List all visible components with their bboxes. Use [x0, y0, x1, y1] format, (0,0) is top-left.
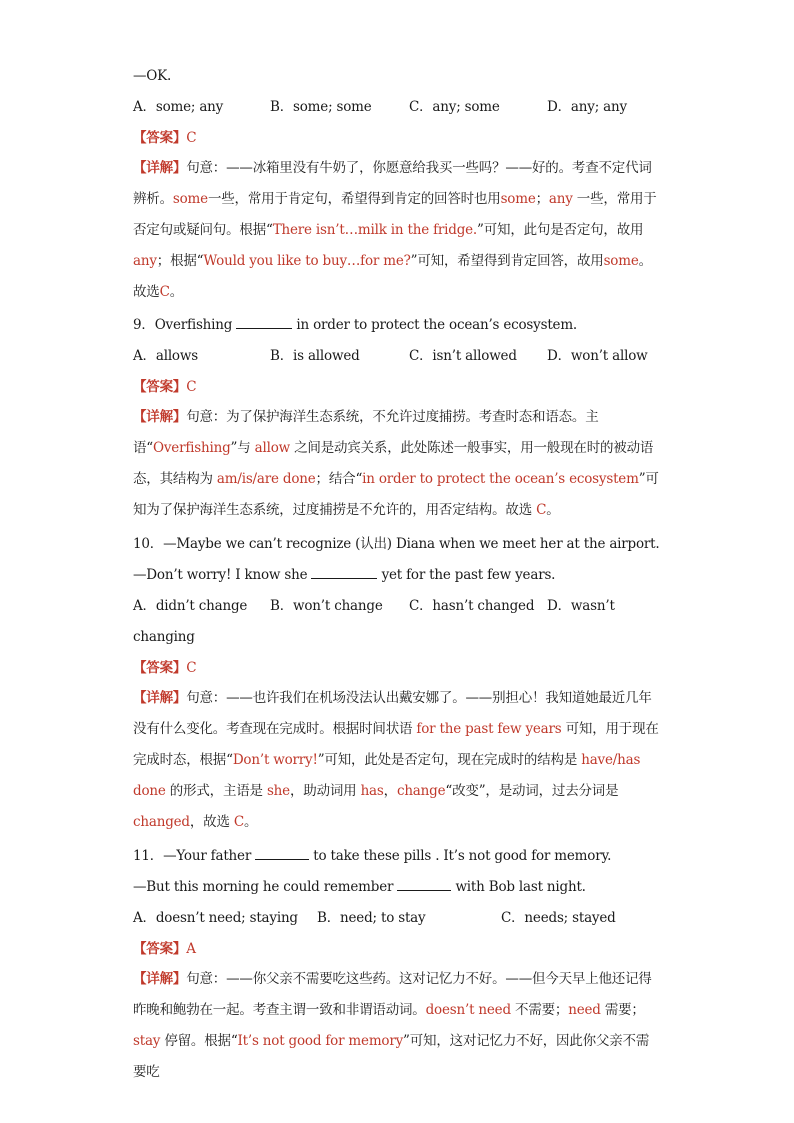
highlighted-term: allow [254, 440, 291, 456]
explanation-text: ”可知为了保护海洋生态系统，过度捕捞是不允许的，用否定结构。故选 [133, 471, 659, 518]
q8-explanation: 【详解】句意：——冰箱里没有牛奶了，你愿意给我买一些吗？——好的。考查不定代词辨析。some一些，常用于肯定句，希望得到肯定的回答时也用some；any 一些，常用于否定句或疑问句。根据“There isn’t…milk in the fridge.”可知，此句是否定句，故用any；根据“Would you like to buy…for me?”可知，希望得到肯定回答，故用some。故选C。 [133, 160, 657, 300]
q8-answer: 【答案】C [133, 130, 197, 146]
explanation-text: ”可知，此句是否定句，故用 [477, 222, 644, 238]
q11-option-b: B．need; to stay [317, 910, 426, 926]
highlighted-term: C [233, 814, 245, 830]
answer-blank [311, 565, 377, 579]
q10-answer: 【答案】C [133, 660, 197, 676]
q11-explanation: 【详解】句意：——你父亲不需要吃这些药。这对记忆力不好。——但今天早上他还记得昨晚和鲍勃在一起。考查主谓一致和非谓语动词。doesn’t need 不需要；need 需要；stay 停留。根据“It’s not good for memory”可知，这对记忆力不好，因此你父亲不需要吃 [133, 971, 652, 1080]
highlighted-term: she [266, 783, 290, 799]
explanation-text: ； [535, 191, 549, 207]
q10-option-d: D．wasn’t [547, 598, 615, 614]
explanation-text: ”与 [230, 440, 255, 456]
explanation-text: ， [383, 783, 397, 799]
answer-blank [397, 877, 451, 891]
explanation-text: 。 [169, 284, 184, 300]
explanation-text: 一些，常用于否定句或疑问句。根据“ [133, 191, 657, 238]
explanation-text: 停留。根据“ [160, 1033, 238, 1049]
highlighted-term: for the past few years [416, 721, 562, 737]
highlighted-term: any [548, 191, 573, 207]
q10-explanation: 【详解】句意：——也许我们在机场没法认出戴安娜了。——别担心！我知道她最近几年没有什么变化。考查现在完成时。根据时间状语 for the past few years 可知，用于现在完成时态，根据“Don’t worry!”可知，此处是否定句，现在完成时的结构是 have/has done 的形式，主语是 she，助动词用 has，change“改变”，是动词，过去分词是 changed，故选 C。 [133, 690, 659, 830]
explanation-text: 。 [546, 502, 560, 518]
q9-option-d: D．won’t allow [547, 348, 648, 364]
explanation-text: ”可知，此处是否定句，现在完成时的结构是 [317, 752, 582, 768]
q11-stem-line2: —But this morning he could remember with Bob last night. [133, 879, 586, 895]
q8-dialogue-tail: —OK. [133, 68, 172, 84]
q9-option-b: B．is allowed [270, 348, 360, 364]
explanation-text: 不需要； [510, 1002, 569, 1018]
q9-option-a: A．allows [133, 348, 198, 364]
explanation-text: ”可知，希望得到肯定回答，故用 [410, 253, 604, 269]
highlighted-term: doesn’t need [425, 1002, 511, 1018]
highlighted-term: am/is/are done [216, 471, 316, 487]
explanation-text: 句意：——你父亲不需要吃这些药。这对记忆力不好。——但今天早上他还记得昨晚和鲍勃在一起。考查主谓一致和非谓语动词。 [133, 971, 652, 1018]
q10-option-c: C．hasn’t changed [409, 598, 535, 614]
q9-option-c: C．isn’t allowed [409, 348, 517, 364]
explanation-text: ，故选 [189, 814, 234, 830]
explanation-text: 之间是动宾关系，此处陈述一般事实，用一般现在时的被动语态，其结构为 [133, 440, 654, 487]
answer-blank [255, 846, 309, 860]
explanation-text: ”可知，这对记忆力不好，因此你父亲不需要吃 [133, 1033, 650, 1080]
explanation-text: ；根据“ [156, 253, 204, 269]
highlighted-term: There isn’t…milk in the fridge. [272, 222, 478, 238]
q11-option-a: A．doesn’t need; staying [133, 910, 298, 926]
q9-answer: 【答案】C [133, 379, 197, 395]
highlighted-term: stay [133, 1033, 161, 1049]
q8-option-b: B．some; some [270, 99, 372, 115]
explanation-text: “改变”，是动词，过去分词是 [445, 783, 619, 799]
q10-stem-line2: —Don’t worry! I know she yet for the past few years. [133, 567, 556, 583]
highlighted-term: changed [133, 814, 190, 830]
highlighted-term: has [360, 783, 384, 799]
explanation-text: 需要； [600, 1002, 645, 1018]
highlighted-term: some [603, 253, 639, 269]
highlighted-term: need [568, 1002, 601, 1018]
highlighted-term: some [172, 191, 208, 207]
explanation-text: 。 [244, 814, 258, 830]
highlighted-term: any [133, 253, 157, 269]
q9-explanation: 【详解】句意：为了保护海洋生态系统，不允许过度捕捞。考查时态和语态。主语“Overfishing”与 allow 之间是动宾关系，此处陈述一般事实，用一般现在时的被动语态，其结构为 am/is/are done；结合“in order to protect the ocean’s ecosystem”可知为了保护海洋生态系统，过度捕捞是不允许的，用否定结构。故选 C。 [133, 409, 659, 518]
explanation-text: 。故选 [133, 253, 652, 300]
explanation-text: 一些，常用于肯定句，希望得到肯定的回答时也用 [207, 191, 501, 207]
q11-option-c: C．needs; stayed [501, 910, 616, 926]
explanation-text: 句意：为了保护海洋生态系统，不允许过度捕捞。考查时态和语态。主语“ [133, 409, 599, 456]
highlighted-term: Overfishing [153, 440, 231, 456]
q8-option-c: C．any; some [409, 99, 500, 115]
q10-stem-line1: 10．—Maybe we can’t recognize (认出) Diana when we meet her at the airport. [133, 536, 660, 552]
explanation-text: 句意：——也许我们在机场没法认出戴安娜了。——别担心！我知道她最近几年没有什么变化。考查现在完成时。根据时间状语 [133, 690, 652, 737]
highlighted-term: some [500, 191, 536, 207]
answer-blank [236, 315, 292, 329]
highlighted-term: change [396, 783, 446, 799]
highlighted-term: It’s not good for memory [237, 1033, 404, 1049]
q8-option-a: A．some; any [133, 99, 224, 115]
explanation-text: 的形式，主语是 [165, 783, 267, 799]
highlighted-term: have/has done [133, 752, 641, 799]
q11-stem-line1: 11．—Your father to take these pills . It’s not good for memory. [133, 848, 612, 864]
q11-answer: 【答案】A [133, 941, 196, 957]
highlighted-term: Don’t worry! [232, 752, 318, 768]
q10-option-a: A．didn’t change [133, 598, 248, 614]
highlighted-term: Would you like to buy…for me? [203, 253, 411, 269]
q10-option-d-wrap: changing [133, 629, 195, 645]
explanation-text: 可知，用于现在完成时态，根据“ [133, 721, 659, 768]
highlighted-term: in order to protect the ocean’s ecosystem [362, 471, 639, 487]
explanation-text: ；结合“ [315, 471, 363, 487]
q10-option-b: B．won’t change [270, 598, 383, 614]
highlighted-term: C [536, 502, 547, 518]
q8-option-d: D．any; any [547, 99, 627, 115]
explanation-text: ，助动词用 [289, 783, 361, 799]
highlighted-term: C [159, 284, 170, 300]
q9-stem: 9．Overfishing in order to protect the ocean’s ecosystem. [133, 317, 578, 333]
explanation-text: 句意：——冰箱里没有牛奶了，你愿意给我买一些吗？——好的。考查不定代词辨析。 [133, 160, 652, 207]
